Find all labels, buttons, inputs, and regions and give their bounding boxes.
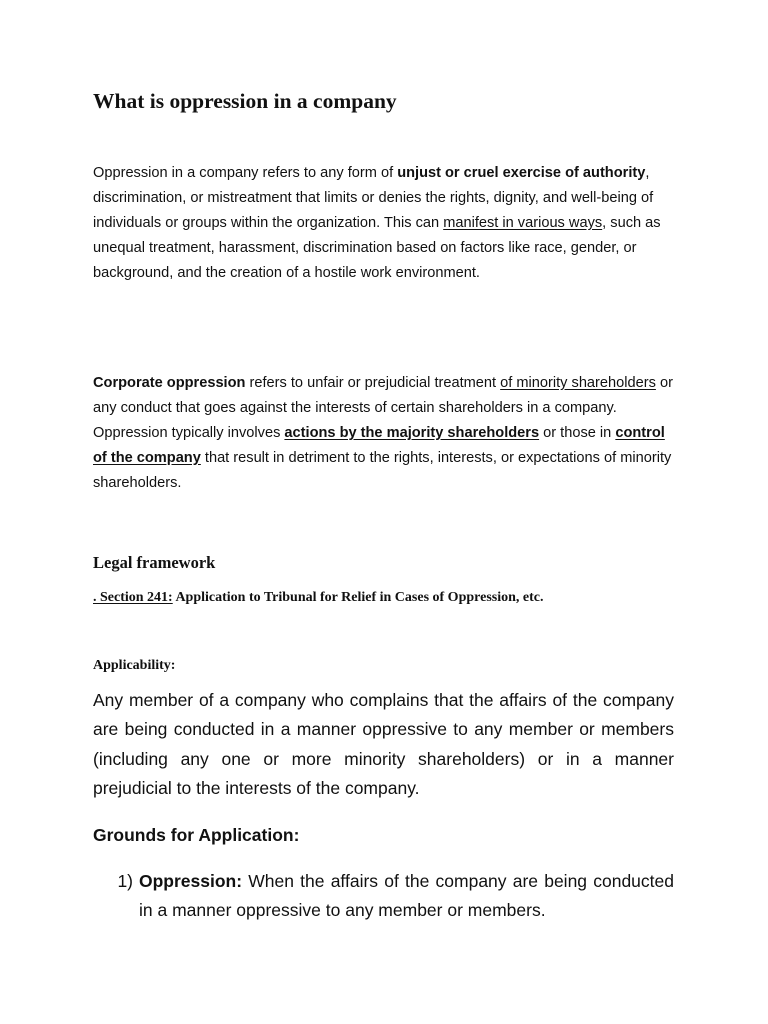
- legal-framework-heading: Legal framework: [93, 553, 216, 572]
- grounds-list: [93, 867, 674, 926]
- section-241-heading: [93, 589, 674, 607]
- grounds-heading: Grounds for Application:: [93, 825, 300, 845]
- list-number: 1): [117, 871, 133, 891]
- paragraph-corporate-oppression: [93, 371, 674, 496]
- applicability-paragraph: Any member of a company who complains that the affairs of the company are being conducted in a manner oppressive to any member or members (including any one or more minority shareholders) or in a manner prejudicial to the interests of the company.: [93, 690, 674, 798]
- list-description: When the affairs of the company are being conducted in a manner oppressive to any member or members.: [139, 871, 674, 921]
- text-run: that result in detriment to the rights, interests, or expectations of minority shareholders.: [93, 450, 672, 491]
- underlined-text: of minority shareholders: [500, 375, 656, 391]
- text-run: , such as unequal treatment, harassment, discrimination based on factors like race, gender, or background, and the creation of a hostile work environment.: [93, 215, 661, 281]
- emphasis-text: Corporate oppression: [93, 375, 246, 391]
- underlined-text: manifest in various ways: [443, 215, 603, 231]
- underlined-emphasis-text: actions by the majority shareholders: [284, 425, 540, 441]
- paragraph-oppression-definition: [93, 161, 674, 286]
- text-run: or any conduct that goes against the interests of certain shareholders in a company. Oppression typically involves: [93, 375, 673, 441]
- list-term: Oppression:: [139, 871, 243, 891]
- list-item: [93, 867, 674, 926]
- text-run: refers to unfair or prejudicial treatment: [245, 375, 501, 391]
- text-run: , discrimination, or mistreatment that limits or denies the rights, dignity, and well-being of individuals or groups within the organization. This can: [93, 165, 654, 231]
- list-item-text: [139, 867, 674, 926]
- underlined-emphasis-text: control of the company: [93, 425, 665, 466]
- section-reference: . Section 241:: [93, 590, 173, 605]
- emphasis-text: unjust or cruel exercise of authority: [397, 165, 646, 181]
- section-title: Application to Tribunal for Relief in Cases of Oppression, etc.: [172, 590, 544, 605]
- document-title: What is oppression in a company: [93, 89, 397, 113]
- applicability-heading: Applicability:: [93, 658, 176, 673]
- text-run: or those in: [539, 425, 616, 441]
- text-run: Oppression in a company refers to any form of: [93, 165, 398, 181]
